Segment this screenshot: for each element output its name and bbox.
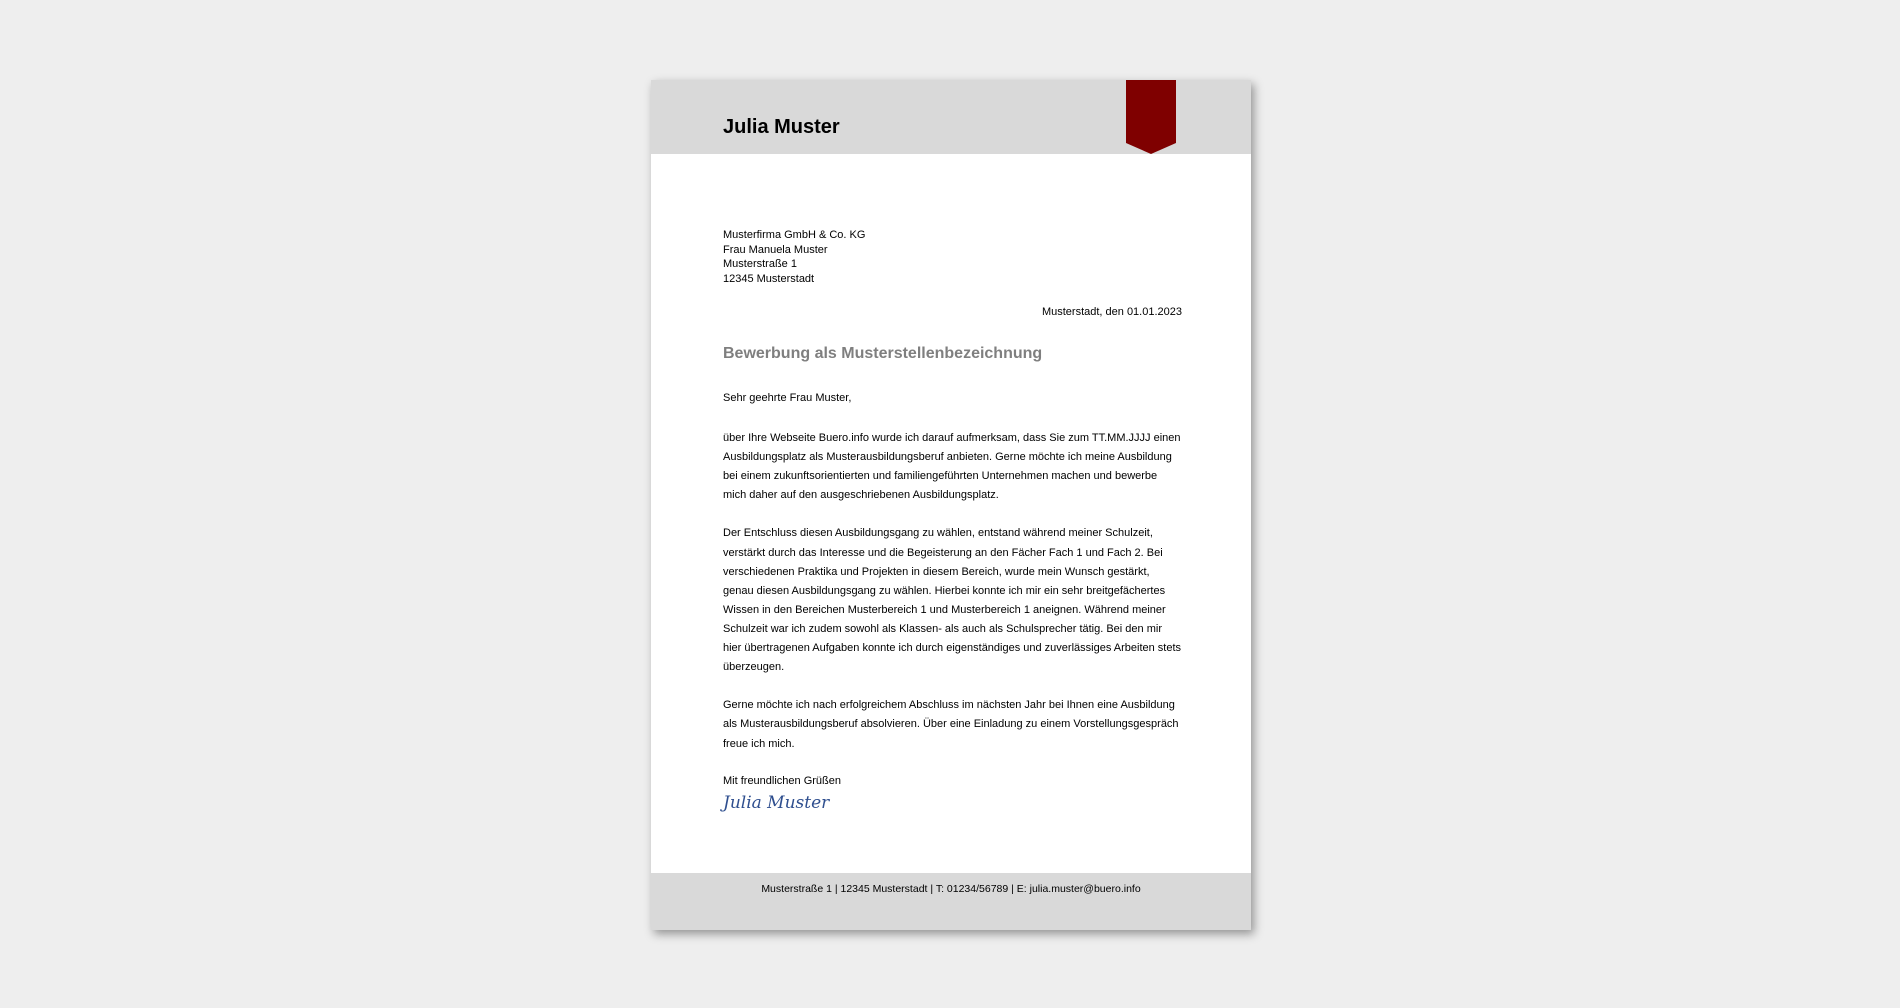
recipient-company: Musterfirma GmbH & Co. KG xyxy=(723,229,866,241)
letter-page xyxy=(651,80,1251,930)
header-band xyxy=(651,80,1251,154)
body-paragraph: Gerne möchte ich nach erfolgreichem Abschluss im nächsten Jahr bei Ihnen eine Ausbildung als Musterausbildungsberuf absolvieren. Über eine Einladung zu einem Vorstellungsgespräch freue ich mich. xyxy=(723,699,1179,750)
footer-band xyxy=(651,873,1251,930)
closing-line: Mit freundlichen Grüßen xyxy=(723,775,841,787)
sender-name: Julia Muster xyxy=(723,116,840,138)
bookmark-ribbon-shape xyxy=(1126,80,1176,154)
recipient-address xyxy=(723,228,1183,286)
subject-heading: Bewerbung als Musterstellenbezeichnung xyxy=(723,345,1043,362)
date-line: Musterstadt, den 01.01.2023 xyxy=(1041,306,1182,318)
bookmark-ribbon-icon xyxy=(1126,80,1176,154)
letter-body xyxy=(723,429,1183,773)
footer-contact: Musterstraße 1 | 12345 Musterstadt | T: 01234/56789 | E: julia.muster@buero.info xyxy=(761,883,1141,895)
body-paragraph: über Ihre Webseite Buero.info wurde ich darauf aufmerksam, dass Sie zum TT.MM.JJJJ einen Ausbildungsplatz als Musterausbildungsberuf anbieten. Gerne möchte ich meine Ausbildung bei einem zukunftsorientierten und familiengeführten Unternehmen machen und bewerbe mich daher auf den ausgeschriebenen Ausbildungsplatz. xyxy=(723,432,1181,502)
recipient-city: 12345 Musterstadt xyxy=(723,272,815,285)
recipient-street: Musterstraße 1 xyxy=(723,258,797,271)
salutation: Sehr geehrte Frau Muster, xyxy=(723,392,852,404)
recipient-person: Frau Manuela Muster xyxy=(723,243,828,256)
body-paragraph: Der Entschluss diesen Ausbildungsgang zu wählen, entstand während meiner Schulzeit, verstärkt durch das Interesse und die Begeisterung an den Fächer Fach 1 und Fach 2. Bei verschiedenen Praktika und Projekten in diesem Bereich, wurde mein Wunsch gestärkt, genau diesen Ausbildungsgang zu wählen. Hierbei konnte ich mir ein sehr breitgefächertes Wissen in den Bereichen Musterbereich 1 und Musterbereich 1 aneignen. Während meiner Schulzeit war ich zudem sowohl als Klassen- als auch als Schulsprecher tätig. Bei den mir hier übertragenen Aufgaben konnte ich durch eigenständiges und zuverlässiges Arbeiten stets überzeugen. xyxy=(723,527,1182,674)
handwritten-signature: Julia Muster xyxy=(723,793,830,813)
